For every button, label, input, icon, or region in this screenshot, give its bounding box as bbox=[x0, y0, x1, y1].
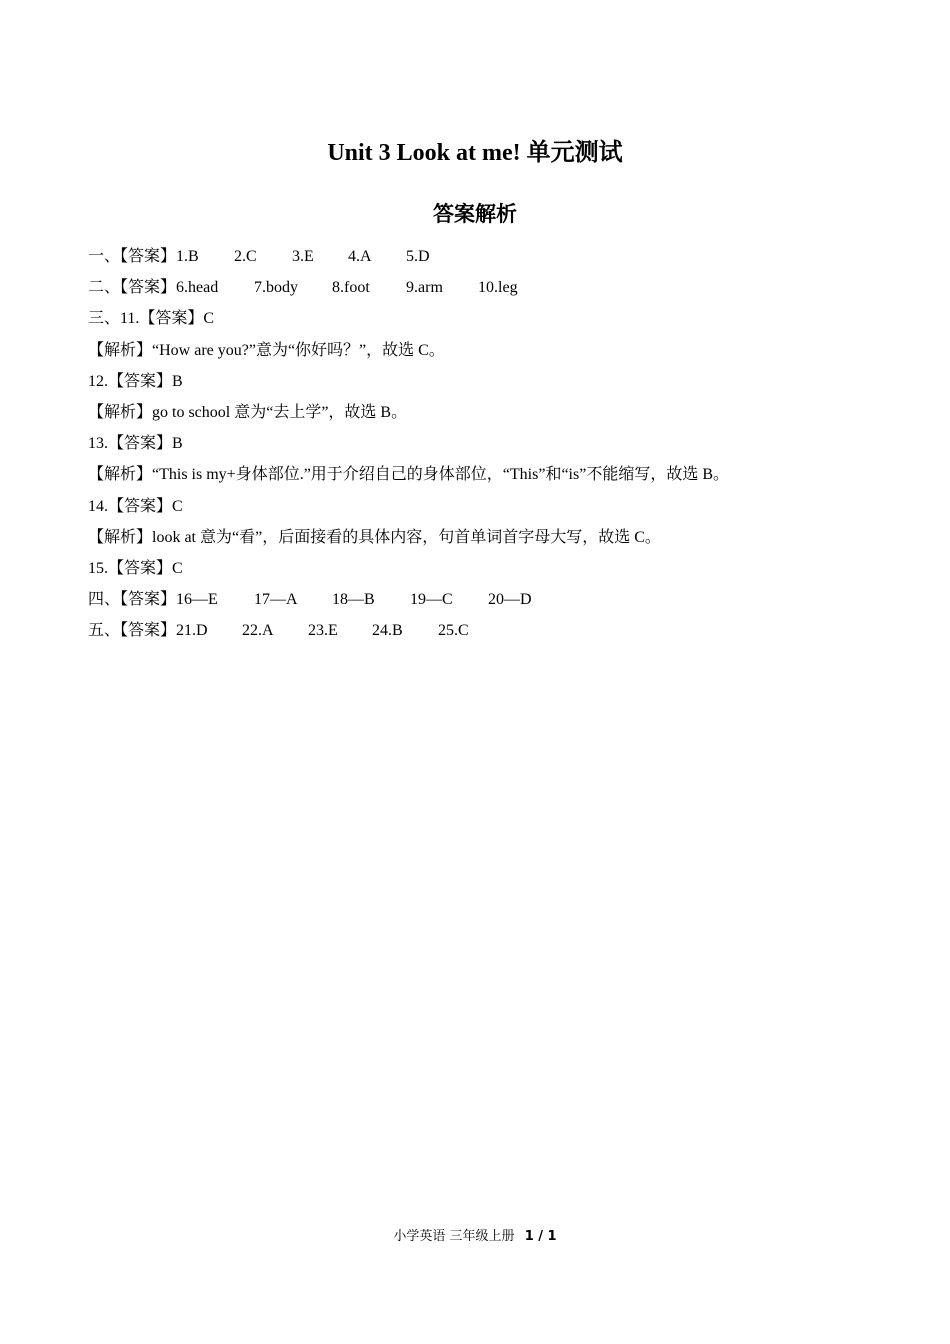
answer-line-text: 13.【答案】B bbox=[88, 435, 183, 453]
answer-line-text: 15.【答案】C bbox=[88, 559, 183, 577]
answer-line bbox=[88, 584, 878, 615]
answer-item: 6.head bbox=[176, 279, 219, 297]
answer-item: 3.E bbox=[292, 248, 314, 265]
answer-line bbox=[88, 366, 878, 397]
answer-line bbox=[88, 491, 878, 522]
page-footer bbox=[0, 1228, 950, 1246]
answer-item: 20—D bbox=[488, 591, 532, 609]
answer-item: 7.body bbox=[254, 279, 299, 297]
answer-line-text: 【解析】“This is my+身体部位.”用于介绍自己的身体部位，“This”和“is”不能缩写，故选 B。 bbox=[88, 466, 729, 484]
answer-line-text: 二、【答案】 bbox=[88, 279, 177, 297]
page-number: 1 / 1 bbox=[524, 1229, 557, 1244]
answer-line-text: 五、【答案】 bbox=[88, 622, 177, 640]
answer-line-text: 三、11.【答案】C bbox=[88, 310, 215, 328]
answer-line-text: 【解析】look at 意为“看”，后面接看的具体内容，句首单词首字母大写，故选 C。 bbox=[88, 528, 661, 546]
answer-line bbox=[88, 241, 878, 272]
answer-item: 4.A bbox=[348, 248, 372, 265]
answer-item: 23.E bbox=[308, 622, 338, 640]
answer-line bbox=[88, 335, 878, 366]
answer-item: 24.B bbox=[372, 622, 403, 640]
answer-item: 17—A bbox=[254, 591, 298, 609]
answer-item: 22.A bbox=[242, 622, 274, 640]
answer-item: 19—C bbox=[410, 591, 453, 609]
answer-item: 8.foot bbox=[332, 279, 370, 297]
answer-line bbox=[88, 522, 878, 553]
answer-item: 25.C bbox=[438, 622, 469, 640]
answer-item: 5.D bbox=[406, 248, 430, 265]
answer-list bbox=[88, 241, 878, 646]
answer-line bbox=[88, 615, 878, 646]
answer-line bbox=[88, 459, 878, 490]
answer-item: 2.C bbox=[234, 248, 257, 265]
answer-line-text: 一、【答案】 bbox=[88, 248, 177, 265]
answer-item: 18—B bbox=[332, 591, 375, 609]
answer-line bbox=[88, 303, 878, 334]
answer-item: 9.arm bbox=[406, 279, 443, 297]
answer-item: 16—E bbox=[176, 591, 218, 609]
answer-line-text: 【解析】go to school 意为“去上学”，故选 B。 bbox=[88, 403, 408, 421]
answer-line bbox=[88, 397, 878, 428]
answer-line bbox=[88, 428, 878, 459]
page-subtitle: 答案解析 bbox=[433, 202, 517, 226]
answer-line bbox=[88, 272, 878, 303]
footer-label: 小学英语 三年级上册 bbox=[393, 1229, 515, 1244]
answer-item: 21.D bbox=[176, 622, 208, 640]
page-title: Unit 3 Look at me! 单元测试 bbox=[327, 140, 623, 166]
answer-item: 10.leg bbox=[478, 279, 518, 297]
answer-item: 1.B bbox=[176, 248, 199, 265]
answer-line-text: 12.【答案】B bbox=[88, 372, 183, 390]
answer-line-text: 14.【答案】C bbox=[88, 497, 183, 515]
answer-line bbox=[88, 553, 878, 584]
answer-line-text: 四、【答案】 bbox=[88, 591, 177, 609]
answer-line-text: 【解析】“How are you?”意为“你好吗？”，故选 C。 bbox=[88, 341, 445, 359]
